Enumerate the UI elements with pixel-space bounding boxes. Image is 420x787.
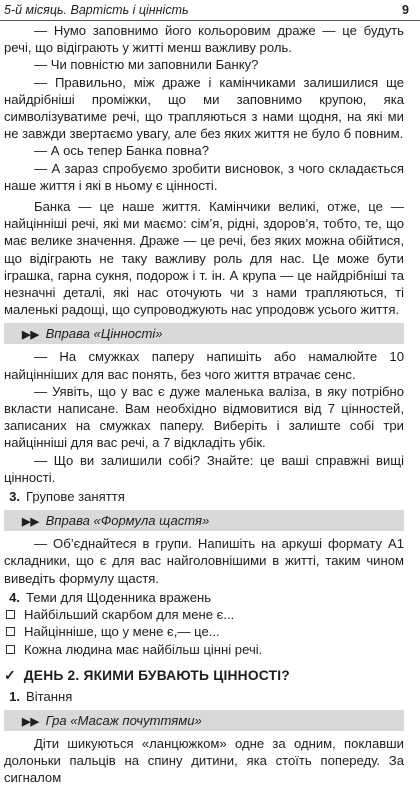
numbered-item — [4, 488, 404, 505]
bullet-item — [4, 606, 404, 623]
paragraph: — На смужках паперу напишіть або намалюйте 10 найцінніших для вас понять, без чого життя втрачає сенс. — [4, 349, 404, 382]
exercise-title: Вправа «Формула щастя» — [45, 513, 210, 529]
exercise-heading — [4, 510, 404, 531]
page-header — [0, 0, 420, 21]
bullet-text: Кожна людина має найбільш цінні речі. — [24, 641, 263, 657]
page-body — [4, 22, 404, 787]
paragraph: — Уявіть, що у вас є дуже маленька валіза, в яку потрібно вкласти написане. Вам необхідно відмовитися від 7 цінностей, записаних на смужках паперу. Виберіть і залиште собі три найцінніші для вас речі, а 7 відкладіть убік. — [4, 383, 404, 451]
numbered-item — [4, 688, 404, 705]
bullet-item — [4, 641, 404, 658]
page-number: 9 — [402, 3, 409, 17]
double-arrow-icon: ▶▶ — [22, 329, 39, 342]
paragraph: Банка — це наше життя. Камінчики великі, отже, це — найцінніші речі, які ми маємо: сім’я, рідні, здоров’я, тобто, те, що має велике значення. Драже — це речі, без яких можна обійтися, що відіграють не таку важливу роль для нас. Це може бути іграшка, гарна сукня, подорож і т. ін. А крупа — це найдрібніші та незначні деталі, які нас оточують чи з нами трапляються, ті маленькі радощі, що супроводжують нас упродовж усього життя. — [4, 199, 404, 318]
item-number: 4. — [9, 589, 20, 605]
item-number: 3. — [9, 489, 20, 505]
paragraph: Діти шикуються «ланцюжком» одне за одним, поклавши долоньки пальців на спину дитини, яка стоїть попереду. За сигналом — [4, 735, 404, 786]
day-heading — [4, 667, 404, 685]
bullet-item — [4, 623, 404, 640]
paragraph: — Чи повністю ми заповнили Банку? — [34, 57, 259, 73]
exercise-heading — [4, 323, 404, 344]
checkmark-icon: ✓ — [4, 667, 16, 683]
paragraph: — Нумо заповнимо його кольоровим драже — це будуть речі, що відіграють у житті менш важливу роль. — [4, 23, 404, 56]
item-text: Групове заняття — [26, 489, 125, 505]
checkbox-icon — [6, 645, 15, 654]
item-number: 1. — [9, 688, 20, 704]
checkbox-icon — [6, 627, 15, 636]
double-arrow-icon: ▶▶ — [22, 516, 39, 529]
item-text: Теми для Щоденника вражень — [26, 589, 212, 605]
paragraph: — Об’єднайтеся в групи. Напишіть на аркуші формату А1 складники, що є для вас найголовнішими в житті, таким чином виведіть формулу щастя. — [4, 536, 404, 586]
bullet-text: Найцінніше, що у мене є,— це... — [24, 624, 220, 640]
paragraph: — Правильно, між драже і камінчиками залишилися ще найдрібніші проміжки, що ми заповнимо крупою, яка символізуватиме речі, що трапляються з нами щодня, на які ми не завжди звертаємо увагу, але без яких життя не було б повним. — [4, 74, 404, 142]
exercise-title: Вправа «Цінності» — [45, 326, 163, 342]
checkbox-icon — [6, 610, 15, 619]
paragraph: — А ось тепер Банка повна? — [34, 143, 209, 159]
bullet-text: Найбільший скарбом для мене є... — [24, 607, 235, 623]
game-title: Гра «Масаж почуттями» — [45, 712, 202, 728]
paragraph: — Що ви залишили собі? Знайте: це ваші справжні вищі цінності. — [4, 452, 404, 485]
running-title: 5-й місяць. Вартість і цінність — [4, 3, 189, 17]
double-arrow-icon: ▶▶ — [22, 715, 39, 728]
item-text: Вітання — [26, 688, 73, 704]
numbered-item — [4, 589, 404, 606]
game-heading — [4, 710, 404, 731]
paragraph: — А зараз спробуємо зробити висновок, з чого складається наше життя і які в ньому є цінності. — [4, 160, 404, 193]
day-title: ДЕНЬ 2. ЯКИМИ БУВАЮТЬ ЦІННОСТІ? — [23, 667, 290, 683]
